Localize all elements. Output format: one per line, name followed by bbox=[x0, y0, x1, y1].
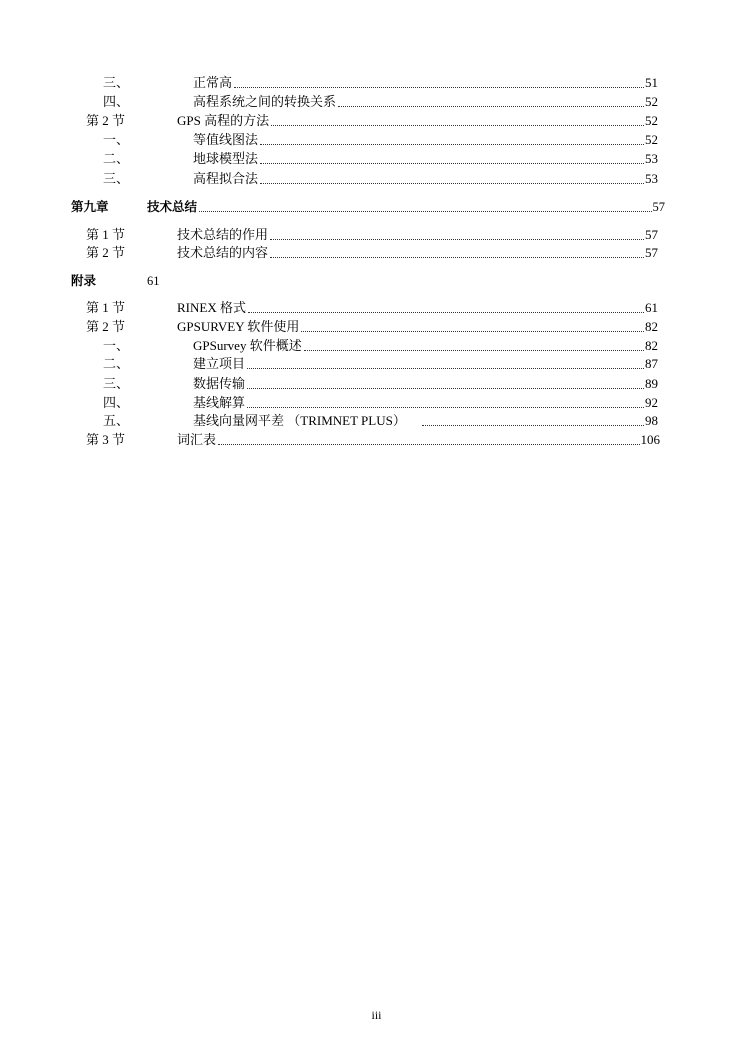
toc-entry-page: 53 bbox=[645, 171, 658, 186]
toc-entry-number: 第 1 节 bbox=[86, 300, 126, 315]
toc-entry-title: 技术总结的作用 bbox=[177, 227, 269, 242]
toc-entry-title: 建立项目 bbox=[193, 356, 246, 371]
toc-entry bbox=[0, 131, 753, 149]
toc-appendix-label: 附录 bbox=[71, 273, 97, 288]
toc-entry-title: 高程拟合法 bbox=[193, 171, 259, 186]
toc-entry bbox=[0, 244, 753, 262]
toc-entry bbox=[0, 431, 753, 449]
toc-entry-page: 98 bbox=[645, 413, 658, 428]
toc-entry-page: 82 bbox=[645, 338, 658, 353]
toc-entry-number: 四、 bbox=[103, 395, 130, 410]
dot-leader bbox=[260, 143, 644, 145]
toc-chapter-page: 57 bbox=[652, 200, 665, 214]
toc-chapter-entry bbox=[0, 198, 753, 216]
toc-entry bbox=[0, 93, 753, 111]
dot-leader bbox=[260, 182, 644, 184]
toc-entry bbox=[0, 318, 753, 336]
toc-entry bbox=[0, 299, 753, 317]
dot-leader bbox=[338, 105, 644, 107]
toc-entry-page: 82 bbox=[645, 319, 658, 334]
toc-entry-title: 技术总结的内容 bbox=[177, 245, 269, 260]
toc-entry-number: 第 2 节 bbox=[86, 245, 126, 260]
toc-entry-title: 等值线图法 bbox=[193, 132, 259, 147]
toc-entry-title: RINEX 格式 bbox=[177, 300, 246, 315]
dot-leader bbox=[247, 406, 644, 408]
dot-leader bbox=[199, 210, 651, 212]
toc-entry-number: 第 2 节 bbox=[86, 319, 126, 334]
toc-entry bbox=[0, 412, 753, 430]
dot-leader bbox=[270, 238, 644, 240]
toc-entry-title: 基线向量网平差 （TRIMNET PLUS） bbox=[193, 413, 406, 428]
toc-entry bbox=[0, 226, 753, 244]
toc-entry-title: 高程系统之间的转换关系 bbox=[193, 94, 337, 109]
dot-leader bbox=[247, 387, 644, 389]
toc-entry-title: 词汇表 bbox=[177, 432, 217, 447]
toc-entry-title: 数据传输 bbox=[193, 376, 246, 391]
toc-entry-page: 89 bbox=[645, 376, 658, 391]
page-number: iii bbox=[371, 1008, 382, 1022]
toc-entry bbox=[0, 375, 753, 393]
dot-leader bbox=[301, 330, 644, 332]
toc-entry-number: 第 2 节 bbox=[86, 113, 126, 128]
toc-entry bbox=[0, 337, 753, 355]
toc-entry-number: 二、 bbox=[103, 356, 130, 371]
dot-leader bbox=[248, 311, 644, 313]
toc-entry bbox=[0, 170, 753, 188]
toc-entry-page: 51 bbox=[645, 75, 658, 90]
toc-entry-page: 53 bbox=[645, 151, 658, 166]
toc-entry-page: 52 bbox=[645, 94, 658, 109]
toc-entry-number: 一、 bbox=[103, 338, 130, 353]
toc-chapter-title: 技术总结 bbox=[147, 199, 198, 214]
dot-leader bbox=[422, 424, 644, 426]
toc-entry-title: GPSurvey 软件概述 bbox=[193, 338, 302, 353]
toc-entry-page: 61 bbox=[645, 300, 658, 315]
toc-entry bbox=[0, 74, 753, 92]
toc-entry bbox=[0, 112, 753, 130]
toc-entry-number: 三、 bbox=[103, 171, 130, 186]
toc-entry-number: 四、 bbox=[103, 94, 130, 109]
toc-entry-title: GPS 高程的方法 bbox=[177, 113, 270, 128]
dot-leader bbox=[271, 124, 644, 126]
toc-entry bbox=[0, 355, 753, 373]
toc-entry-title: 地球模型法 bbox=[193, 151, 259, 166]
toc-entry-page: 87 bbox=[645, 356, 658, 371]
toc-entry-number: 二、 bbox=[103, 151, 130, 166]
toc-entry-page: 57 bbox=[645, 227, 658, 242]
toc-entry-number: 第 1 节 bbox=[86, 227, 126, 242]
dot-leader bbox=[247, 367, 644, 369]
dot-leader bbox=[234, 86, 644, 88]
toc-entry bbox=[0, 394, 753, 412]
toc-entry-page: 52 bbox=[645, 113, 658, 128]
dot-leader bbox=[270, 256, 644, 258]
dot-leader bbox=[260, 162, 644, 164]
toc-entry-page: 106 bbox=[640, 432, 660, 447]
toc-entry-number: 三、 bbox=[103, 376, 130, 391]
toc-entry-page: 57 bbox=[645, 245, 658, 260]
toc-entry-page: 52 bbox=[645, 132, 658, 147]
toc-entry-number: 一、 bbox=[103, 132, 130, 147]
toc-appendix-entry bbox=[0, 272, 753, 290]
toc-entry-number: 三、 bbox=[103, 75, 130, 90]
toc-entry-number: 第 3 节 bbox=[86, 432, 126, 447]
toc-entry-title: GPSURVEY 软件使用 bbox=[177, 319, 300, 334]
toc-entry bbox=[0, 150, 753, 168]
toc-entry-page: 92 bbox=[645, 395, 658, 410]
toc-appendix-page: 61 bbox=[147, 274, 160, 288]
toc-entry-title: 基线解算 bbox=[193, 395, 246, 410]
toc-entry-number: 五、 bbox=[103, 413, 130, 428]
toc-chapter-number: 第九章 bbox=[71, 199, 109, 214]
dot-leader bbox=[218, 443, 639, 445]
toc-entry-title: 正常高 bbox=[193, 75, 233, 90]
dot-leader bbox=[304, 349, 644, 351]
